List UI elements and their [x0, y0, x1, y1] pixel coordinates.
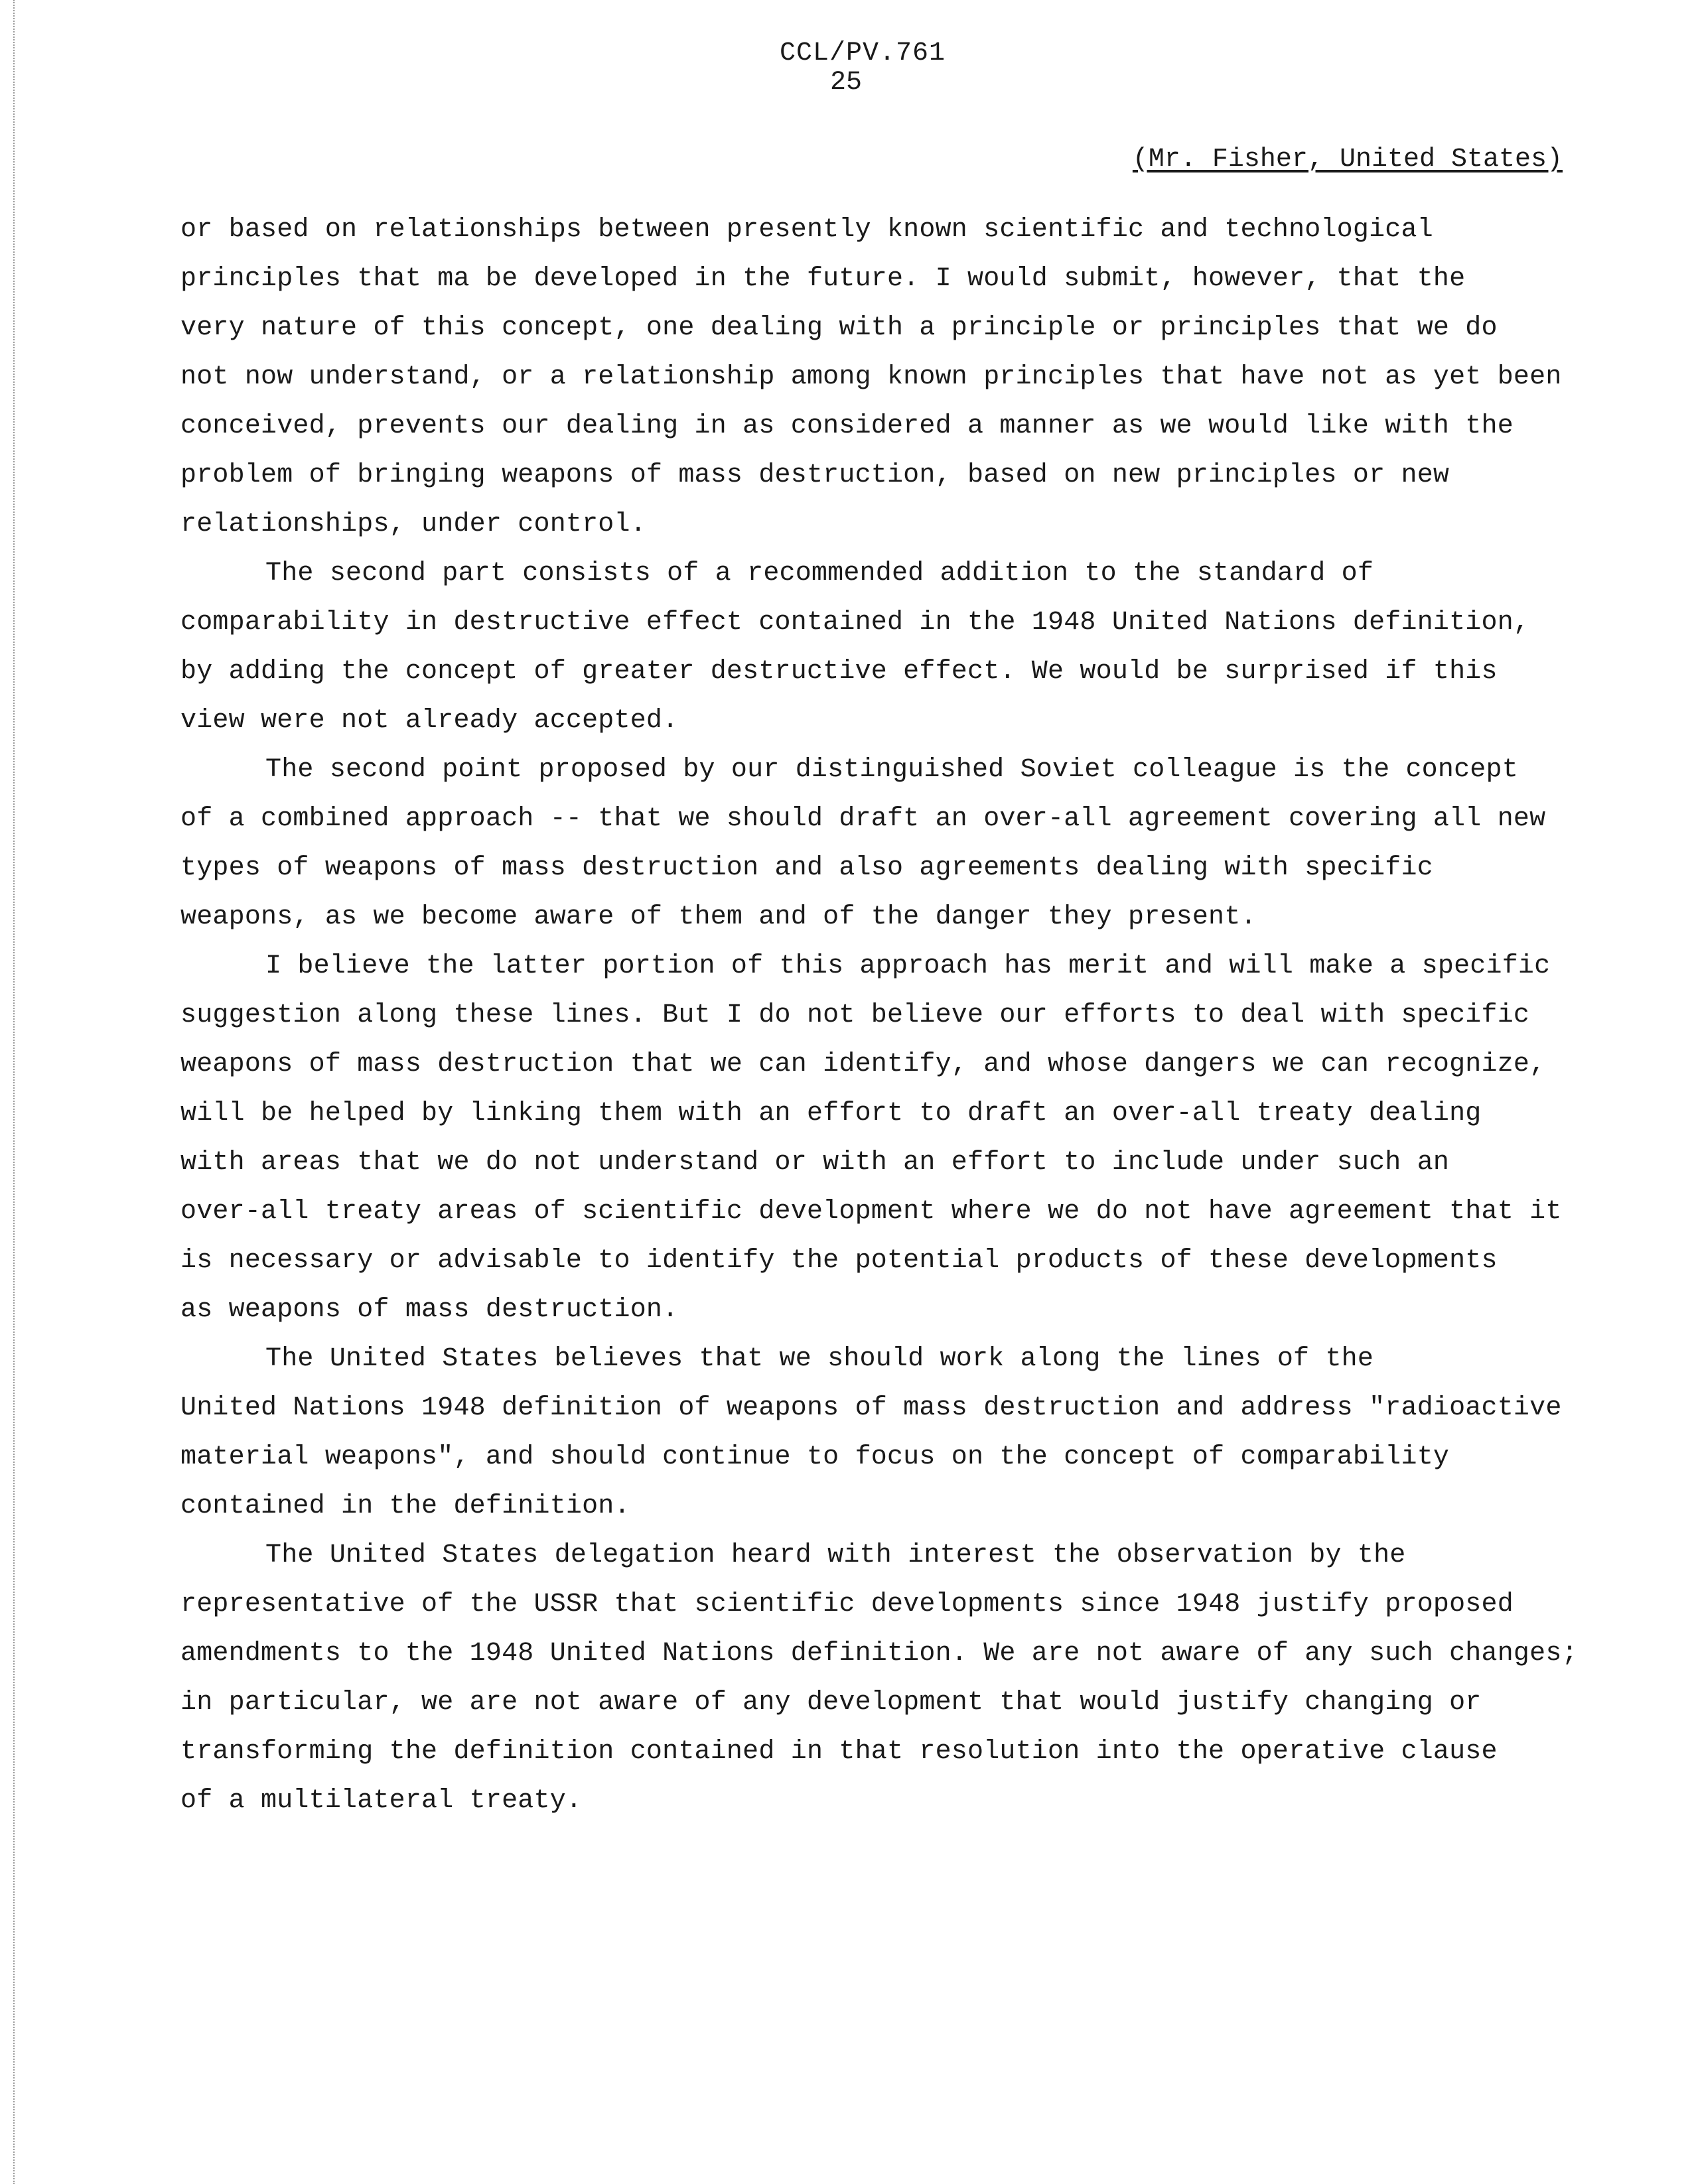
text-line: material weapons", and should continue to focus on the concept of comparability	[180, 1442, 1450, 1472]
text-line: by adding the concept of greater destructive effect. We would be surprised if this	[180, 657, 1498, 687]
text-line: not now understand, or a relationship among known principles that have not as yet been	[180, 362, 1562, 392]
body-text	[180, 206, 1600, 1826]
text-line: The United States believes that we should work along the lines of the	[265, 1344, 1374, 1374]
paragraph	[180, 206, 1600, 549]
paragraph	[180, 746, 1600, 942]
paragraph	[180, 942, 1600, 1335]
text-line: principles that ma be developed in the future. I would submit, however, that the	[180, 264, 1466, 294]
text-line: over-all treaty areas of scientific development where we do not have agreement that it	[180, 1197, 1562, 1227]
text-line: or based on relationships between presently known scientific and technological	[180, 215, 1433, 245]
text-line: amendments to the 1948 United Nations definition. We are not aware of any such changes;	[180, 1639, 1578, 1669]
text-line: will be helped by linking them with an effort to draft an over-all treaty dealing	[180, 1099, 1482, 1128]
text-line: of a multilateral treaty.	[180, 1786, 583, 1816]
text-line: I believe the latter portion of this approach has merit and will make a specific	[265, 951, 1551, 981]
text-line: view were not already accepted.	[180, 706, 679, 736]
text-line: of a combined approach -- that we should draft an over-all agreement covering all new	[180, 804, 1546, 834]
speaker-name: (Mr. Fisher, United States)	[1132, 145, 1563, 174]
text-line: problem of bringing weapons of mass destruction, based on new principles or new	[180, 460, 1450, 490]
text-line: is necessary or advisable to identify the potential products of these developments	[180, 1246, 1498, 1276]
text-line: The United States delegation heard with interest the observation by the	[265, 1540, 1406, 1570]
text-line: weapons of mass destruction that we can identify, and whose dangers we can recognize,	[180, 1050, 1546, 1079]
scan-margin-edge	[0, 0, 15, 2184]
text-line: representative of the USSR that scientific developments since 1948 justify proposed	[180, 1590, 1514, 1619]
paragraph	[180, 1335, 1600, 1531]
page-number: 25	[829, 68, 862, 98]
text-line: suggestion along these lines. But I do not believe our efforts to deal with specific	[180, 1000, 1530, 1030]
text-line: relationships, under control.	[180, 510, 646, 539]
text-line: with areas that we do not understand or with an effort to include under such an	[180, 1148, 1450, 1178]
text-line: The second part consists of a recommended addition to the standard of	[265, 559, 1374, 588]
text-line: types of weapons of mass destruction and also agreements dealing with specific	[180, 853, 1433, 883]
text-line: as weapons of mass destruction.	[180, 1295, 679, 1325]
text-line: in particular, we are not aware of any development that would justify changing or	[180, 1688, 1482, 1718]
paragraph	[180, 549, 1600, 746]
document-symbol: CCL/PV.761	[780, 38, 946, 68]
text-line: conceived, prevents our dealing in as considered a manner as we would like with the	[180, 411, 1514, 441]
text-line: transforming the definition contained in that resolution into the operative clause	[180, 1737, 1498, 1767]
text-line: very nature of this concept, one dealing with a principle or principles that we do	[180, 313, 1498, 343]
text-line: comparability in destructive effect contained in the 1948 United Nations definition,	[180, 608, 1530, 638]
text-line: United Nations 1948 definition of weapons of mass destruction and address "radioactive	[180, 1393, 1562, 1423]
text-line: The second point proposed by our distinguished Soviet colleague is the concept	[265, 755, 1518, 785]
text-line: contained in the definition.	[180, 1491, 630, 1521]
paragraph	[180, 1531, 1600, 1826]
speaker-attribution	[1133, 145, 1563, 174]
text-line: weapons, as we become aware of them and of the danger they present.	[180, 902, 1257, 932]
